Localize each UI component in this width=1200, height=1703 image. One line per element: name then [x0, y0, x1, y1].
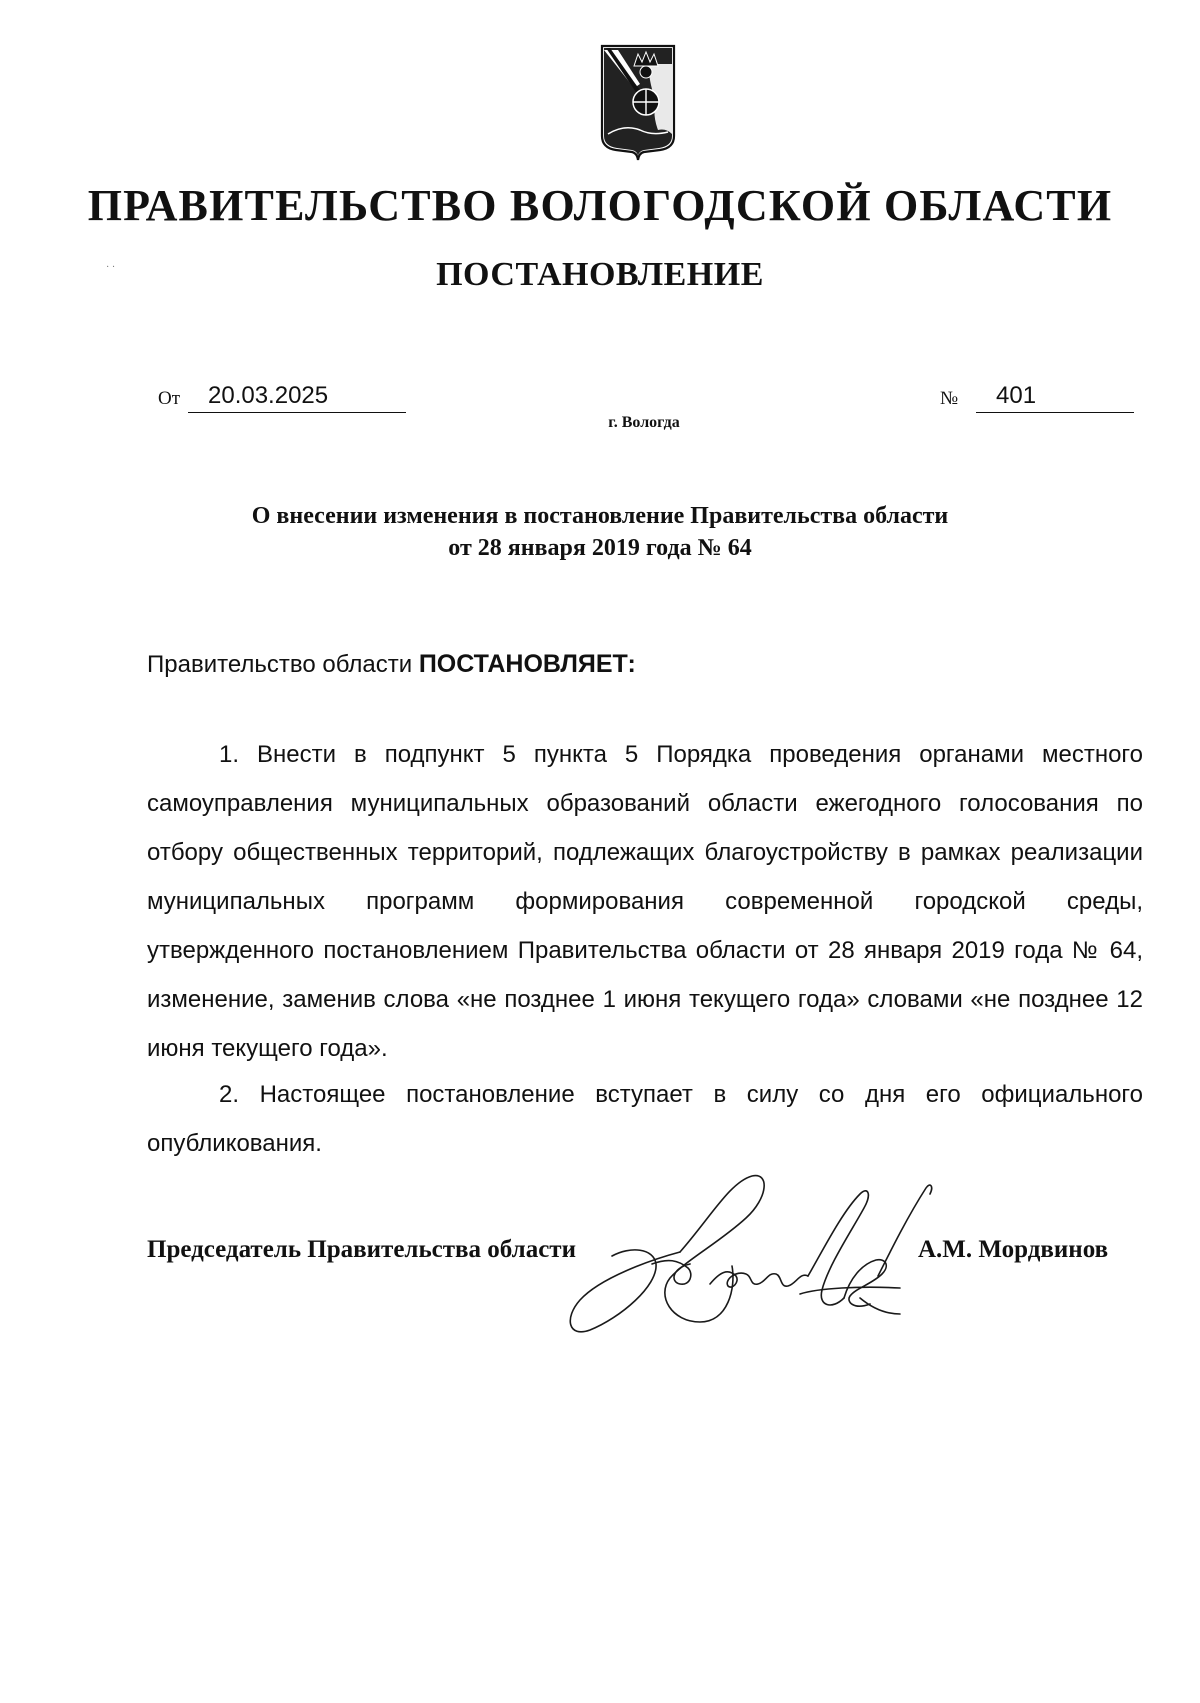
preamble — [147, 650, 1143, 679]
document-type: ПОСТАНОВЛЕНИЕ — [436, 256, 764, 293]
preamble-verb: ПОСТАНОВЛЯЕТ: — [418, 650, 636, 678]
date-field — [188, 378, 406, 413]
date-value: 20.03.2025 — [208, 382, 329, 409]
document-subject — [0, 500, 1200, 564]
number-value: 401 — [996, 382, 1037, 409]
government-title: ПРАВИТЕЛЬСТВО ВОЛОГОДСКОЙ ОБЛАСТИ — [87, 181, 1113, 230]
preamble-text: Правительство области — [147, 651, 413, 678]
paragraph-2: 2. Настоящее постановление вступает в силу со дня его официального опубликования. — [147, 1081, 1143, 1157]
paragraph-1: 1. Внести в подпункт 5 пункта 5 Порядка проведения органами местного самоуправления муниципальных образований области ежегодного голосования по отбору общественных территорий, подлежащих благоустройству в рамках реализации муниципальных программ формирования современной городской среды, утвержденного постановлением Правительства области от 28 января 2019 года № 64, изменение, заменив слова «не позднее 1 июня текущего года» словами «не позднее 12 июня текущего года». — [147, 741, 1143, 1062]
date-label: От — [158, 388, 181, 409]
number-label: № — [940, 388, 959, 409]
signatory-name: А.М. Мордвинов — [918, 1236, 1109, 1263]
subject-line-1: О внесении изменения в постановление Правительства области — [251, 503, 949, 529]
handwritten-signature-icon — [560, 1168, 980, 1348]
signatory-position: Председатель Правительства области — [147, 1236, 576, 1263]
vologda-coat-of-arms-icon — [600, 44, 676, 162]
city: г. Вологда — [608, 414, 680, 431]
scan-artifact: · · — [106, 262, 116, 273]
number-field — [976, 378, 1134, 413]
subject-line-2: от 28 января 2019 года № 64 — [448, 535, 752, 561]
